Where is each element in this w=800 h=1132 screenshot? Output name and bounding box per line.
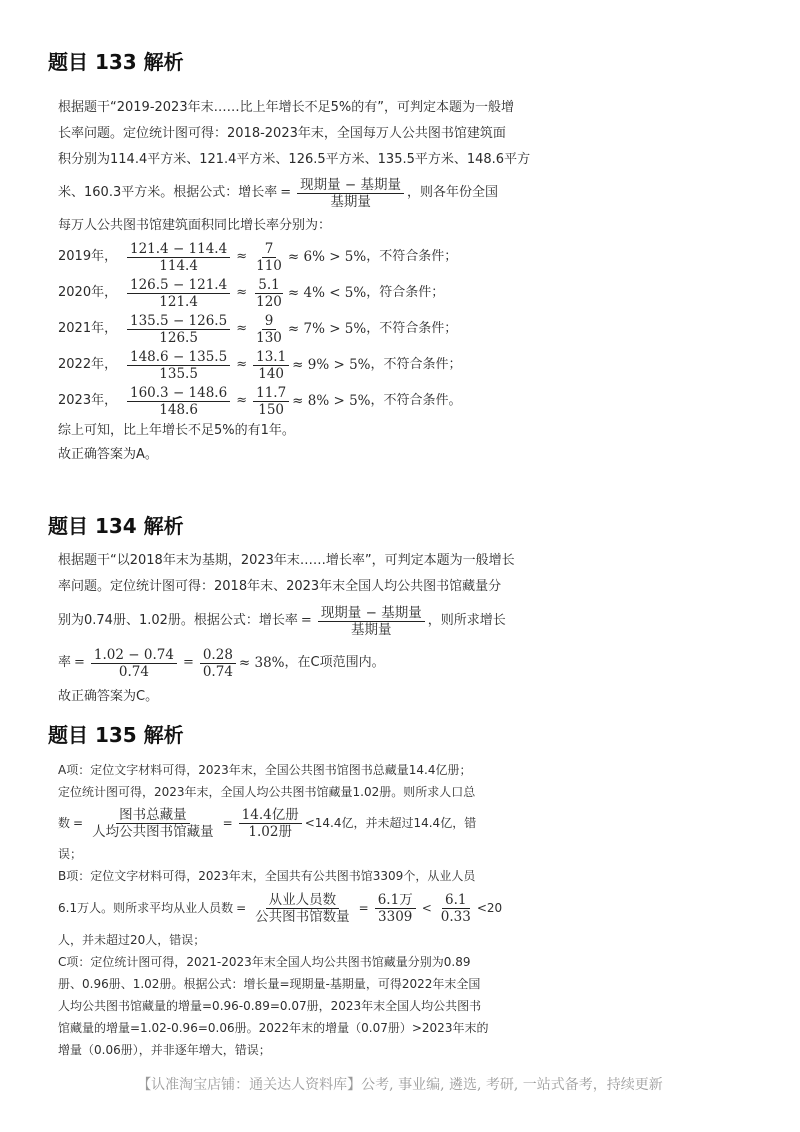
equals-sign: =	[74, 655, 85, 670]
growth-fraction	[127, 385, 230, 418]
q135-title: 题目 135 解析	[48, 723, 184, 747]
q134-calc-suffix: ，在C项范围内。	[284, 655, 385, 670]
q133-answer: 故正确答案为A。	[58, 447, 158, 462]
q134-intro-text: ，则所求增长	[427, 613, 506, 628]
option-c-line: 册、0.96册、1.02册。根据公式：增长量=现期量-基期量，可得2022年末全国	[58, 977, 481, 991]
growth-rate-formula	[318, 605, 425, 638]
fraction-numerator: 0.28	[200, 647, 236, 664]
fraction-denominator: 140	[258, 365, 285, 382]
q134-intro-line: 率问题。定位统计图可得：2018年末、2023年末全国人均公共图书馆藏量分	[58, 579, 502, 594]
fraction-denominator: 148.6	[159, 401, 198, 418]
fraction-denominator: 114.4	[159, 257, 198, 274]
q133-title: 题目 133 解析	[48, 50, 184, 74]
growth-rate-formula	[297, 177, 404, 210]
fraction-numerator: 图书总藏量	[116, 807, 190, 824]
growth-rate-result: ≈ 8% > 5%	[292, 393, 371, 409]
option-b-line: B项：定位文字材料可得，2023年末，全国共有公共图书馆3309个，从业人员	[58, 869, 476, 883]
formula-numerator: 现期量 − 基期量	[297, 177, 404, 194]
option-a-suffix: <14.4亿，并未超过14.4亿，错	[304, 815, 477, 830]
fraction-denominator: 0.74	[118, 663, 149, 680]
growth-rate-result: ≈ 6% > 5%	[287, 249, 367, 265]
approx-fraction	[253, 385, 289, 418]
fraction-denominator: 0.74	[202, 663, 233, 680]
option-c-line: 增量（0.06册），并非逐年增大，错误；	[58, 1043, 271, 1057]
fraction-numerator: 121.4 − 114.4	[127, 241, 230, 258]
growth-fraction	[127, 349, 230, 382]
fraction-denominator: 人均公共图书馆藏量	[92, 823, 214, 840]
q133-year-rows	[58, 239, 558, 419]
calc-approx: ≈ 38%	[238, 655, 285, 671]
approx-sign: ≈	[236, 285, 248, 300]
option-a-formula-line	[58, 803, 558, 843]
year-calc-row	[58, 311, 558, 347]
equals-sign: =	[182, 655, 194, 670]
fraction-denominator: 135.5	[159, 365, 198, 382]
q134-calc-prefix: 率	[58, 655, 72, 670]
equals-sign: =	[280, 185, 292, 200]
fraction-numerator: 11.7	[253, 385, 289, 402]
fraction-denominator: 公共图书馆数量	[255, 908, 350, 925]
fraction-numerator: 148.6 − 135.5	[127, 349, 230, 366]
q134-intro-line: 根据题干“以2018年末为基期，2023年末……增长率”，可判定本题为一般增长	[58, 553, 515, 568]
option-c-line: 人均公共图书馆藏量的增量=0.96-0.89=0.07册，2023年末全国人均公共图书	[58, 999, 482, 1013]
q135-body	[58, 759, 558, 1061]
fraction-denominator: 126.5	[159, 329, 198, 346]
fraction-numerator: 126.5 − 121.4	[127, 277, 230, 294]
option-c-line: 馆藏量的增量=1.02-0.96=0.06册。2022年末的增量（0.07册）>2023年末的	[58, 1021, 489, 1035]
equals-sign: =	[300, 613, 312, 628]
q134-title: 题目 134 解析	[48, 514, 184, 538]
option-b-line: 人，并未超过20人，错误；	[58, 933, 206, 947]
approx-fraction	[253, 241, 285, 274]
fraction-numerator: 135.5 − 126.5	[127, 313, 230, 330]
option-a-line: 定位统计图可得，2023年末，全国人均公共图书馆藏量1.02册。则所求人口总	[58, 785, 476, 799]
fraction-numerator: 14.4亿册	[239, 807, 302, 824]
q134-answer: 故正确答案为C。	[58, 689, 159, 704]
year-calc-row	[58, 383, 558, 419]
fraction-denominator: 121.4	[159, 293, 198, 310]
fraction-numerator: 5.1	[255, 277, 282, 294]
calc-fraction	[91, 647, 177, 680]
q133-intro-line: 每万人公共图书馆建筑面积同比增长率分别为：	[58, 218, 332, 233]
fraction-numerator: 7	[262, 241, 277, 258]
year-label: 2023年，	[58, 393, 118, 408]
approx-sign: ≈	[236, 393, 248, 408]
population-fraction	[89, 807, 217, 840]
equals-sign: =	[73, 815, 84, 830]
staff-estimate-fraction	[438, 892, 474, 925]
year-calc-row	[58, 275, 558, 311]
q133-intro-line: 长率问题。定位统计图可得：2018-2023年末，全国每万人公共图书馆建筑面	[58, 126, 506, 141]
option-b-prefix: 6.1万人。则所求平均从业人员数	[58, 900, 234, 915]
year-label: 2019年，	[58, 249, 118, 264]
staff-fraction	[252, 892, 353, 925]
staff-value-fraction	[375, 892, 416, 925]
q134-calc-line	[58, 642, 558, 684]
verdict-text: ，不符合条件；	[366, 249, 458, 264]
q133-formula-line	[58, 173, 558, 213]
option-c-line: C项：定位统计图可得，2021-2023年末全国人均公共图书馆藏量分别为0.89	[58, 955, 471, 969]
q133-summary: 综上可知，比上年增长不足5%的有1年。	[58, 423, 295, 438]
fraction-numerator: 从业人员数	[266, 892, 340, 909]
q134-formula-line	[58, 600, 558, 642]
population-value-fraction	[239, 807, 302, 840]
q133-intro-text: ，则各年份全国	[407, 185, 499, 200]
year-label: 2020年，	[58, 285, 118, 300]
fraction-numerator: 160.3 − 148.6	[127, 385, 230, 402]
growth-rate-result: ≈ 4% < 5%	[287, 285, 367, 301]
fraction-numerator: 6.1万	[375, 892, 416, 909]
calc-fraction	[200, 647, 236, 680]
equals-sign: =	[358, 900, 369, 915]
growth-rate-result: ≈ 9% > 5%	[292, 357, 371, 373]
formula-numerator: 现期量 − 基期量	[318, 605, 425, 622]
verdict-text: ，符合条件；	[366, 285, 445, 300]
equals-sign: =	[222, 815, 233, 830]
option-a-prefix: 数	[58, 815, 71, 830]
fraction-numerator: 9	[262, 313, 277, 330]
approx-fraction	[253, 313, 285, 346]
fraction-denominator: 3309	[378, 908, 413, 925]
fraction-numerator: 13.1	[253, 349, 289, 366]
fraction-denominator: 150	[258, 401, 285, 418]
q133-intro-line: 根据题干“2019-2023年末……比上年增长不足5%的有”，可判定本题为一般增	[58, 100, 514, 115]
fraction-denominator: 110	[256, 257, 282, 274]
q133-intro-text: 米、160.3平方米。根据公式：增长率	[58, 185, 278, 200]
growth-fraction	[127, 277, 230, 310]
less-than-sign: <	[421, 900, 432, 915]
option-a-line: A项：定位文字材料可得，2023年末，全国公共图书馆图书总藏量14.4亿册；	[58, 763, 472, 777]
q133-body	[58, 95, 558, 467]
year-label: 2021年，	[58, 321, 118, 336]
growth-fraction	[127, 241, 230, 274]
fraction-denominator: 130	[256, 329, 282, 346]
fraction-denominator: 1.02册	[248, 823, 292, 840]
fraction-numerator: 6.1	[442, 892, 469, 909]
year-calc-row	[58, 239, 558, 275]
formula-denominator: 基期量	[330, 193, 371, 210]
fraction-numerator: 1.02 − 0.74	[91, 647, 177, 664]
fraction-denominator: 0.33	[440, 908, 471, 925]
fraction-denominator: 120	[256, 293, 282, 310]
q134-body	[58, 548, 558, 710]
footer-watermark: 【认准淘宝店铺：通关达人资料库】公考, 事业编, 遴选, 考研, 一站式备考，持续更新	[137, 1077, 663, 1093]
approx-fraction	[253, 349, 289, 382]
verdict-text: ，不符合条件。	[370, 393, 462, 408]
approx-sign: ≈	[236, 357, 248, 372]
approx-sign: ≈	[236, 249, 248, 264]
year-calc-row	[58, 347, 558, 383]
approx-sign: ≈	[236, 321, 248, 336]
option-b-suffix: <20	[476, 900, 503, 915]
q133-intro-line: 积分别为114.4平方米、121.4平方米、126.5平方米、135.5平方米、148.6平方	[58, 152, 531, 167]
verdict-text: ，不符合条件；	[366, 321, 458, 336]
option-b-formula-line	[58, 887, 558, 929]
verdict-text: ，不符合条件；	[370, 357, 462, 372]
growth-rate-result: ≈ 7% > 5%	[287, 321, 367, 337]
q134-intro-text: 别为0.74册、1.02册。根据公式：增长率	[58, 613, 298, 628]
year-label: 2022年，	[58, 357, 118, 372]
growth-fraction	[127, 313, 230, 346]
formula-denominator: 基期量	[351, 621, 392, 638]
approx-fraction	[253, 277, 285, 310]
option-a-line: 误；	[58, 847, 83, 861]
equals-sign: =	[236, 900, 247, 915]
